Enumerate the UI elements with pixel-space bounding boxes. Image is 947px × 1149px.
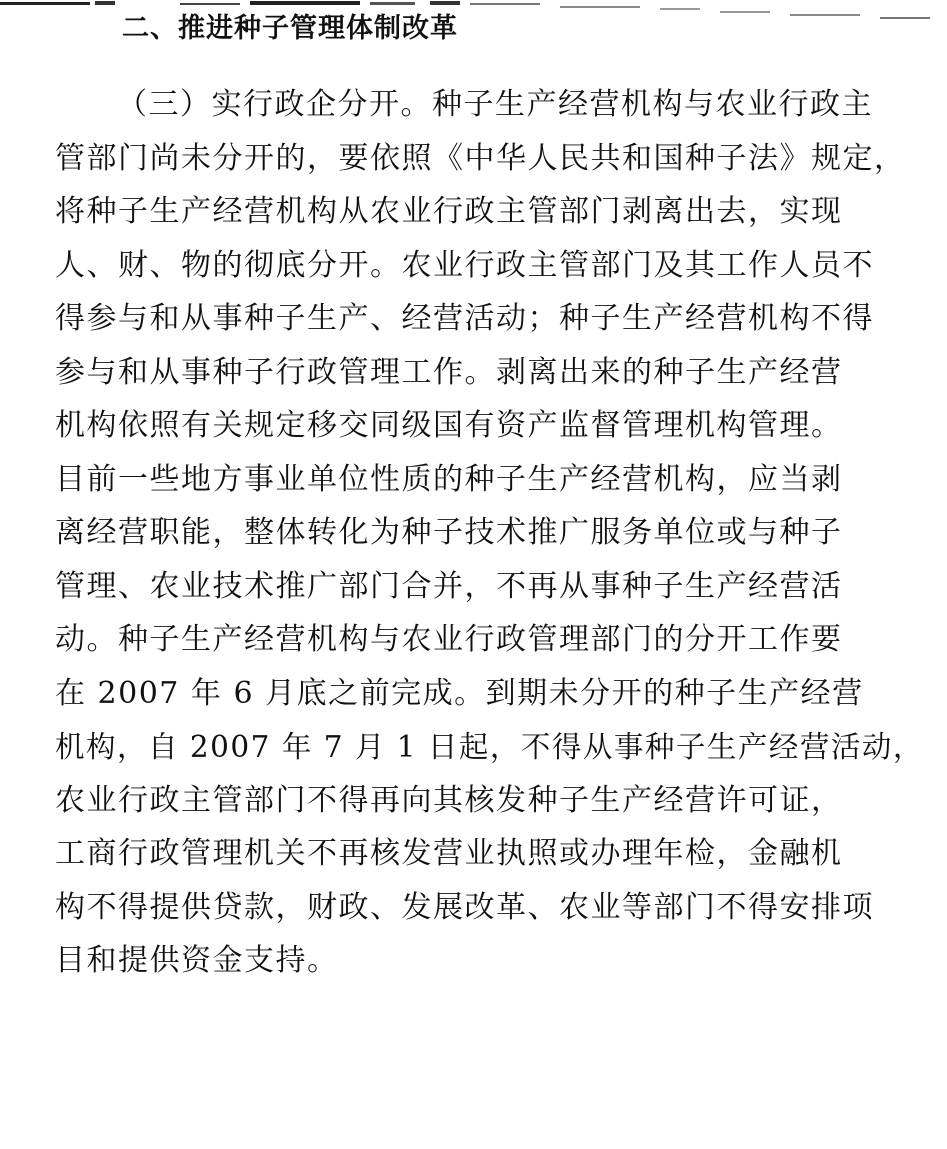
text-line: 管理、农业技术推广部门合并，不再从事种子生产经营活 xyxy=(55,568,843,604)
text-line: 目前一些地方事业单位性质的种子生产经营机构，应当剥 xyxy=(55,461,843,497)
text-line: 构不得提供贷款，财政、发展改革、农业等部门不得安排项 xyxy=(55,889,874,925)
text-line: 离经营职能，整体转化为种子技术推广服务单位或与种子 xyxy=(55,515,843,550)
text-line: 机构依照有关规定移交同级国有资产监督管理机构管理。 xyxy=(55,408,843,443)
body-paragraph xyxy=(55,83,924,993)
text-line: （三）实行政企分开。种子生产经营机构与农业行政主 xyxy=(117,87,873,122)
text-line: 在 2007 年 6 月底之前完成。到期未分开的种子生产经营 xyxy=(55,675,864,711)
text-line: 动。种子生产经营机构与农业行政管理部门的分开工作要 xyxy=(55,622,843,657)
text-line: 农业行政主管部门不得再向其核发种子生产经营许可证， xyxy=(55,782,843,818)
text-line: 参与和从事种子行政管理工作。剥离出来的种子生产经营 xyxy=(55,354,843,390)
section-heading: 二、推进种子管理体制改革 xyxy=(122,13,458,44)
text-line: 得参与和从事种子生产、经营活动；种子生产经营机构不得 xyxy=(55,301,874,336)
text-line: 将种子生产经营机构从农业行政主管部门剥离出去，实现 xyxy=(55,194,843,229)
text-line: 人、财、物的彻底分开。农业行政主管部门及其工作人员不 xyxy=(55,247,874,283)
text-line: 管部门尚未分开的，要依照《中华人民共和国种子法》规定， xyxy=(55,140,906,176)
text-line: 工商行政管理机关不再核发营业执照或办理年检，金融机 xyxy=(55,836,843,871)
text-line: 目和提供资金支持。 xyxy=(55,943,339,978)
text-line: 机构，自 2007 年 7 月 1 日起，不得从事种子生产经营活动， xyxy=(55,730,924,764)
